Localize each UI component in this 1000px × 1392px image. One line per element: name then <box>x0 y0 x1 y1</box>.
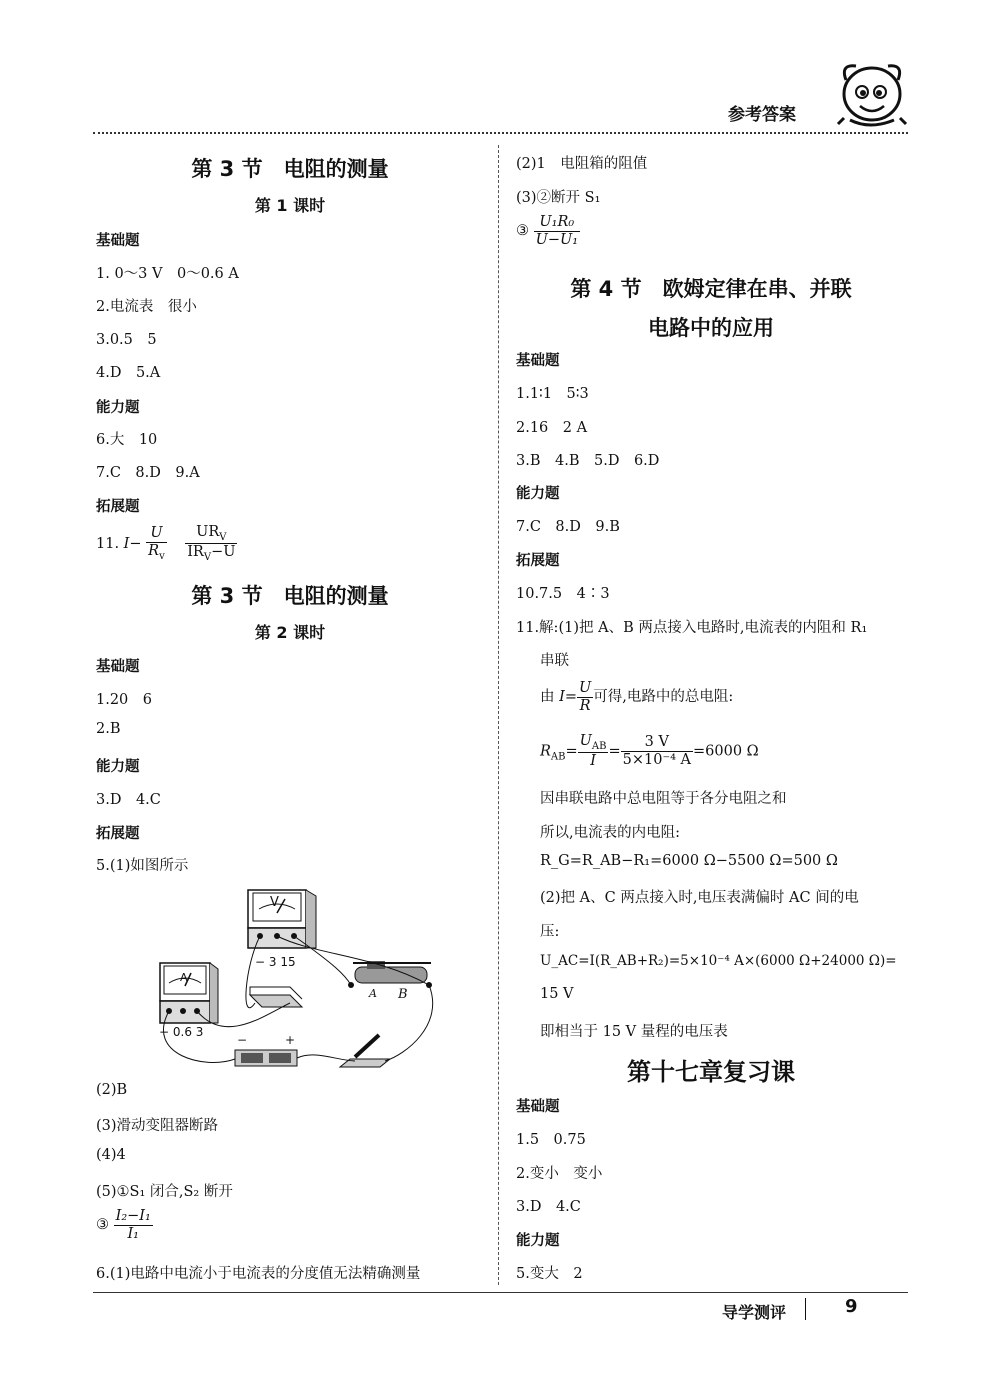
formula-operator: = <box>565 743 578 760</box>
formula-symbol: R <box>540 743 551 760</box>
heading-extension: 拓展题 <box>96 826 140 842</box>
heading-basic: 基础题 <box>96 233 140 249</box>
lesson-title: 第 2 课时 <box>254 623 326 642</box>
denominator-text: IR <box>187 544 204 561</box>
fraction <box>146 525 167 562</box>
mascot-image <box>836 58 908 132</box>
answer-line: 1. 0～3 V 0～0.6 A <box>96 266 239 282</box>
footer-divider <box>93 1292 908 1293</box>
answer-line: 3.D 4.C <box>96 792 161 808</box>
heading-basic: 基础题 <box>96 659 140 675</box>
battery-minus: − <box>237 1033 248 1047</box>
ammeter-terminals: − 0.6 3 <box>159 1025 204 1039</box>
chapter-title: 第十七章复习课 <box>627 1058 795 1086</box>
formula-line <box>540 733 759 770</box>
section-title: 第 4 节 欧姆定律在串、并联 <box>570 277 852 301</box>
answer-line: 1.20 6 <box>96 692 153 708</box>
header-divider <box>93 132 908 134</box>
column-divider <box>498 145 499 1285</box>
battery-plus: + <box>285 1033 296 1047</box>
numerator-text: UR <box>196 524 220 540</box>
numerator: I₂−I₁ <box>115 1208 151 1224</box>
ammeter-label: A <box>180 971 188 984</box>
answer-line: 2.电流表 很小 <box>96 299 197 315</box>
heading-ability: 能力题 <box>96 400 140 416</box>
answer-line: (4)4 <box>96 1147 126 1163</box>
formula-symbol: I <box>123 535 130 552</box>
answer-line: 2.B <box>96 721 121 737</box>
section-title-line2: 电路中的应用 <box>648 316 774 340</box>
numerator: U <box>146 525 167 543</box>
answer-line: 10.7.5 4∶3 <box>516 586 610 602</box>
page-number: 9 <box>845 1296 858 1317</box>
fraction <box>578 733 609 770</box>
answer-line: 15 V <box>540 986 574 1002</box>
answer-line: 3.B 4.B 5.D 6.D <box>516 453 660 469</box>
formula-operator: − <box>129 535 142 552</box>
fraction <box>534 214 580 248</box>
footer-separator <box>805 1298 806 1320</box>
answer-line: 因串联电路中总电阻等于各分电阻之和 <box>540 791 787 807</box>
numerator-sub: V <box>219 531 227 543</box>
formula-text: 由 <box>540 689 555 706</box>
denominator: I₁ <box>127 1225 139 1242</box>
answer-line: 4.D 5.A <box>96 365 161 381</box>
answer-line: (2)把 A、C 两点接入时,电压表满偏时 AC 间的电 <box>540 890 859 906</box>
denominator: I <box>590 753 596 770</box>
answer-line: 2.16 2 A <box>516 420 588 436</box>
denominator <box>146 543 167 562</box>
answer-line: (5)①S₁ 闭合,S₂ 断开 <box>96 1184 233 1200</box>
answer-line: 1.5 0.75 <box>516 1132 586 1148</box>
header-title: 参考答案 <box>728 105 796 125</box>
denominator: R <box>579 697 591 714</box>
answer-line: (3)滑动变阻器断路 <box>96 1118 219 1134</box>
switch-icon <box>250 987 302 1007</box>
answer-line: 6.(1)电路中电流小于电流表的分度值无法精确测量 <box>96 1266 421 1282</box>
section-title: 第 3 节 电阻的测量 <box>191 157 389 181</box>
numerator <box>185 524 237 544</box>
denominator: U−U₁ <box>535 231 579 248</box>
formula-operator: = <box>564 689 577 706</box>
circled-number: ③ <box>96 1217 109 1234</box>
answer-line: (2)1 电阻箱的阻值 <box>516 156 648 172</box>
heading-extension: 拓展题 <box>96 499 140 515</box>
voltmeter-label: V <box>270 895 279 910</box>
numerator: 3 V <box>621 734 693 752</box>
formula-line <box>516 214 580 248</box>
answer-line: 压: <box>540 924 560 940</box>
heading-ability: 能力题 <box>516 486 560 502</box>
denominator: 5×10⁻⁴ A <box>622 752 691 769</box>
denominator <box>185 544 237 563</box>
formula-prefix: 11. <box>96 535 120 552</box>
circuit-diagram <box>145 885 475 1080</box>
denominator-symbol: R <box>148 543 160 560</box>
circled-number: ③ <box>516 223 529 240</box>
fraction <box>114 1208 153 1242</box>
formula-line <box>540 680 733 714</box>
denominator-sub: v <box>159 550 165 562</box>
formula-line <box>96 1208 153 1242</box>
answer-line: 11.解:(1)把 A、B 两点接入电路时,电流表的内阻和 R₁ <box>516 620 868 636</box>
heading-basic: 基础题 <box>516 1099 560 1115</box>
ammeter-icon <box>160 963 218 1023</box>
fraction <box>621 734 693 768</box>
answer-line: 3.0.5 5 <box>96 332 157 348</box>
lesson-title: 第 1 课时 <box>254 196 326 215</box>
numerator <box>578 733 609 753</box>
rheostat-label-b: B <box>398 987 408 1002</box>
answer-line: (3)②断开 S₁ <box>516 190 601 206</box>
answer-line: 所以,电流表的内电阻: <box>540 825 680 841</box>
answer-line: U_AC=I(R_AB+R₂)=5×10⁻⁴ A×(6000 Ω+24000 Ω)= <box>540 953 897 969</box>
rheostat-label-a: A <box>369 987 377 1000</box>
formula-line <box>96 524 237 564</box>
battery-icon <box>235 1050 297 1066</box>
formula-symbol: I <box>559 689 565 706</box>
numerator: U <box>579 680 592 696</box>
heading-extension: 拓展题 <box>516 553 560 569</box>
formula-operator: = <box>608 743 621 760</box>
numerator-symbol: U <box>579 733 592 749</box>
numerator: U₁R₀ <box>534 214 580 232</box>
heading-ability: 能力题 <box>516 1233 560 1249</box>
formula-sub: AB <box>550 751 566 763</box>
answer-line: 1.1∶1 5∶3 <box>516 386 589 402</box>
voltmeter-terminals: − 3 15 <box>255 955 296 969</box>
answer-line: 即相当于 15 V 量程的电压表 <box>540 1024 728 1040</box>
answer-line: 7.C 8.D 9.A <box>96 465 200 481</box>
answer-line: 3.D 4.C <box>516 1199 581 1215</box>
numerator-sub: AB <box>591 740 607 752</box>
formula-text: 可得,电路中的总电阻: <box>593 689 734 706</box>
answer-line: 6.大 10 <box>96 432 158 448</box>
answer-line: 串联 <box>540 653 569 669</box>
heading-ability: 能力题 <box>96 759 140 775</box>
denominator-tail: −U <box>211 544 236 561</box>
footer-logo: 导学测评 <box>722 1303 787 1322</box>
answer-line: 2.变小 变小 <box>516 1166 603 1182</box>
answer-line: (2)B <box>96 1082 128 1098</box>
fraction <box>185 524 237 564</box>
answer-line: 5.变大 2 <box>516 1266 583 1282</box>
lamp-icon <box>340 1035 390 1067</box>
denominator-sub: V <box>203 552 212 564</box>
answer-line: R_G=R_AB−R₁=6000 Ω−5500 Ω=500 Ω <box>540 853 838 869</box>
formula-result: =6000 Ω <box>693 743 759 760</box>
rheostat-icon <box>348 961 432 988</box>
answer-line: 5.(1)如图所示 <box>96 858 189 874</box>
fraction <box>577 680 593 714</box>
section-title: 第 3 节 电阻的测量 <box>191 584 389 608</box>
answer-line: 7.C 8.D 9.B <box>516 519 620 535</box>
heading-basic: 基础题 <box>516 353 560 369</box>
